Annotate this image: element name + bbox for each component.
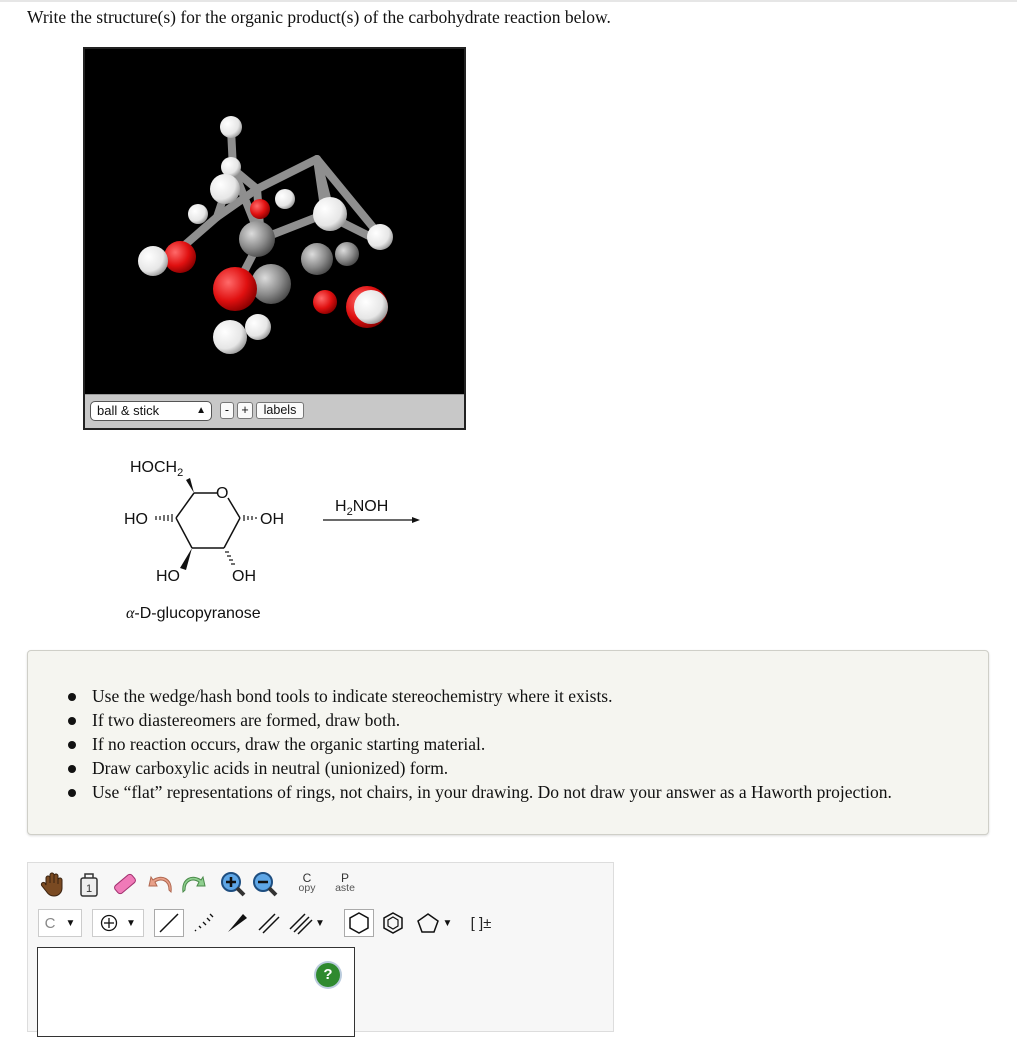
molecule-3d-render[interactable]: [85, 49, 464, 394]
oh-bottom-label: OH: [232, 568, 256, 585]
single-bond-tool[interactable]: [154, 909, 184, 937]
ho-bottom-label: HO: [156, 568, 180, 585]
labels-toggle-button[interactable]: labels: [256, 402, 304, 419]
zoom-in-icon[interactable]: [218, 869, 248, 899]
hash-bond-tool[interactable]: [188, 909, 218, 937]
reaction-scheme: [110, 448, 440, 638]
atom-element-button[interactable]: [38, 909, 82, 937]
compound-name: α-D-glucopyranose: [126, 605, 261, 622]
instruction-item: [68, 708, 892, 732]
benzene-ring-tool[interactable]: [378, 909, 408, 937]
instruction-text: Use the wedge/hash bond tools to indicate stereochemistry where it exists.: [92, 686, 613, 706]
help-button[interactable]: ?: [316, 963, 340, 987]
reagent-label: $H_2NOH$: [335, 498, 389, 518]
arrow-head-icon: [412, 517, 420, 523]
paste-button[interactable]: [330, 867, 360, 899]
pentagon-ring-tool[interactable]: [412, 909, 456, 937]
question-text: Write the structure(s) for the organic product(s) of the carbohydrate reaction below.: [27, 7, 611, 27]
zoom-plus-button[interactable]: +: [237, 402, 253, 419]
charge-plus-button[interactable]: [92, 909, 144, 937]
wedge-bond: [186, 478, 194, 493]
dropdown-arrow-icon: ▼: [315, 917, 325, 929]
hexagon-ring-tool[interactable]: [344, 909, 374, 937]
instructions-list: [68, 684, 892, 804]
dropdown-arrow-icon: ▼: [65, 917, 76, 929]
copy-button[interactable]: [292, 867, 322, 899]
wedge-bond-tool[interactable]: [222, 909, 252, 937]
structure-sketcher: [27, 862, 614, 1032]
charge-bracket-label: [ ]±: [470, 914, 492, 932]
instruction-text: Draw carboxylic acids in neutral (unionized) form.: [92, 758, 449, 778]
circled-plus-icon: [100, 914, 118, 932]
atom-label: C: [44, 914, 56, 932]
zoom-out-icon[interactable]: [250, 869, 280, 899]
zoom-minus-button[interactable]: -: [220, 402, 234, 419]
eraser-icon[interactable]: [110, 869, 140, 899]
wedge-bond-bottom: [180, 548, 192, 570]
hash-bonds: [156, 514, 256, 564]
copy-bottom-label: opy: [298, 882, 316, 894]
bullet-icon: [68, 693, 76, 701]
display-style-select[interactable]: [90, 401, 212, 421]
instruction-text: If two diastereomers are formed, draw both.: [92, 710, 401, 730]
undo-icon[interactable]: [146, 869, 176, 899]
instruction-item: [68, 684, 892, 708]
redo-icon[interactable]: [178, 869, 208, 899]
double-bond-tool[interactable]: [254, 909, 284, 937]
charge-bracket-tool[interactable]: [464, 909, 498, 937]
triple-bond-tool[interactable]: [286, 909, 328, 937]
instructions-box: [27, 650, 989, 835]
paste-bottom-label: aste: [335, 882, 355, 894]
viewer-controls: [85, 394, 464, 428]
dropdown-arrow-icon: ▼: [126, 917, 136, 929]
ho-left-label: HO: [124, 511, 148, 528]
bullet-icon: [68, 765, 76, 773]
clear-bin-icon[interactable]: [74, 869, 104, 899]
molecule-viewer[interactable]: [83, 47, 466, 430]
copy-top-label: C: [302, 871, 312, 885]
bullet-icon: [68, 789, 76, 797]
ring-oxygen-label: O: [216, 485, 229, 502]
instruction-item: [68, 732, 892, 756]
select-arrows-icon: ▲: [196, 405, 206, 416]
pan-hand-icon[interactable]: [38, 869, 68, 899]
instruction-item: [68, 756, 892, 780]
instruction-text: If no reaction occurs, draw the organic starting material.: [92, 734, 486, 754]
oh-right-label: OH: [260, 511, 284, 528]
bullet-icon: [68, 717, 76, 725]
dropdown-arrow-icon: ▼: [442, 917, 453, 929]
glucopyranose-structure: [110, 448, 440, 638]
instruction-item: [68, 780, 892, 804]
display-style-value: ball & stick: [97, 403, 160, 418]
bullet-icon: [68, 741, 76, 749]
hoch2-label: $HOCH_2$: [130, 459, 184, 479]
paste-top-label: P: [340, 871, 349, 885]
instruction-text: Use “flat” representations of rings, not chairs, in your drawing. Do not draw your answer as a Haworth projection.: [92, 782, 892, 802]
top-divider: [0, 0, 1017, 2]
svg-text:1: 1: [85, 883, 93, 895]
